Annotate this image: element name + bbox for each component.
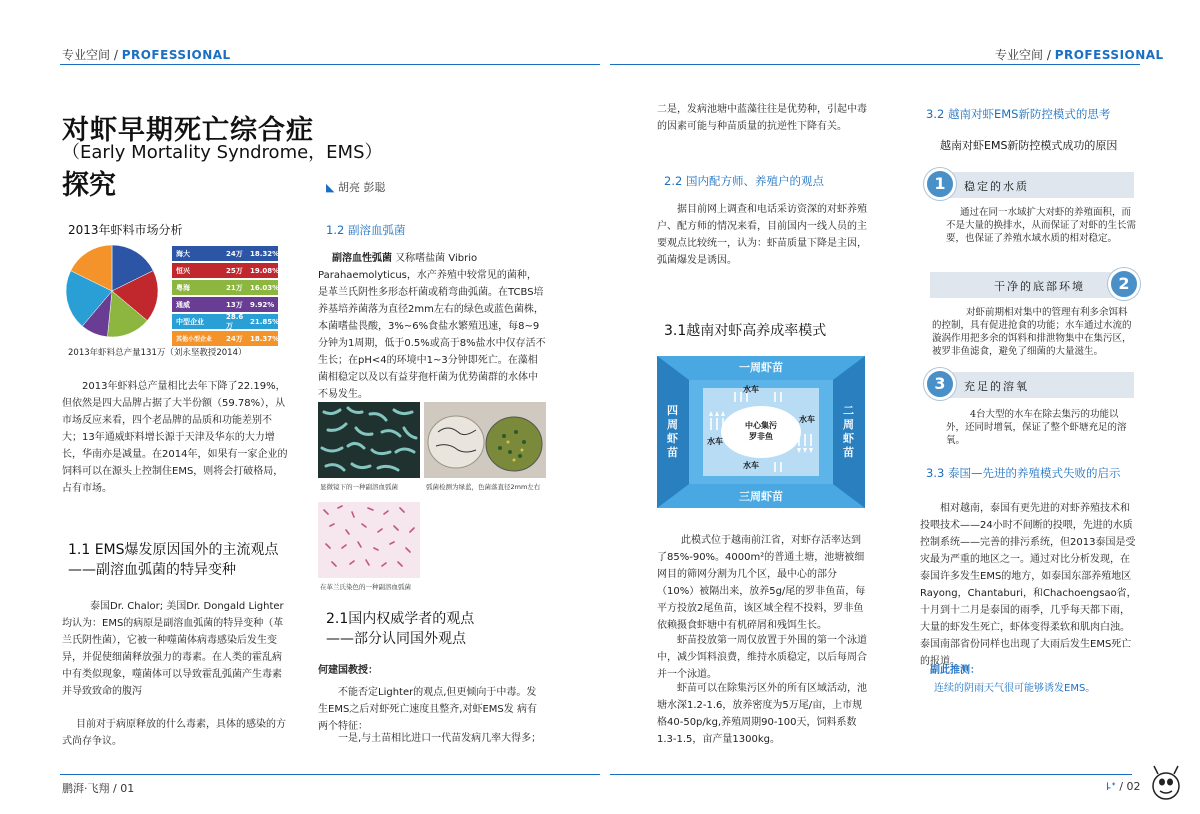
- legend-percent: 18.32%: [250, 249, 280, 258]
- caption-photo2: 弧菌检测为绿蓝，色菌落直径2mm左右: [426, 483, 541, 491]
- step1-text: 通过在同一水域扩大对虾的养殖面积，而不是大量的换排水，从而保证了对虾的生长需要，也保证了养殖水域水质的相对稳定。: [946, 207, 1137, 244]
- step1-label: 稳定的水质: [964, 180, 1029, 193]
- step1-number: 1: [924, 168, 956, 200]
- footer-right: [1106, 780, 1141, 793]
- legend-name: 中型企业: [176, 317, 204, 326]
- col3-para1: 据目前网上调查和电话采访资深的对虾养殖户、配方师的情况来看，目前国内一线人员的主要观点比较统一，认为：虾苗质量下降是主因，弧菌爆发是诱因。: [657, 204, 867, 266]
- photo-microscope-bacteria: [318, 402, 420, 478]
- market-chart-caption: 2013年虾料总产量131万（刘永坚教授2014）: [68, 348, 247, 358]
- petri-dish-image: [424, 402, 546, 478]
- header-rule-right: [610, 64, 1140, 65]
- sec-2-1-line2: ——部分认同国外观点: [326, 631, 466, 647]
- author-arrow-icon: ◣: [326, 181, 335, 194]
- article-title: 对虾早期死亡综合症: [62, 115, 314, 146]
- bacteria-rods-image: [318, 402, 420, 478]
- legend-percent: 21.85%: [250, 317, 280, 326]
- legend-name: 海大: [176, 249, 190, 258]
- legend-amount: 13万: [226, 300, 243, 309]
- diagram-wheel-left: 水车: [707, 437, 723, 446]
- col2-para1-text: 又称嗜盐菌 Vibrio Parahaemolyticus，水产养殖中较常见的菌种，是革兰氏阴性多形态杆菌或稍弯曲弧菌。在TCBS培养基培养菌落为直径2mm左右的绿色或蓝色菌株，本菌嗜盐畏酸，3%~6%食盐水繁殖迅速，每8~9分钟为1周期，低于0.5%或高于8%盐水中仅存活不生长；在pH<4的环境中1~3分钟即死亡。在藻相菌相稳定以及以有益芽孢杆菌为优势菌群的水体中不易发生。: [318, 253, 546, 400]
- footer-rule-right: [610, 774, 1132, 775]
- diagram-week3: 三周虾苗: [739, 490, 783, 503]
- legend-percent: 9.92%: [250, 300, 275, 309]
- step3-label: 充足的溶氧: [964, 380, 1029, 393]
- authors-text: 胡亮 彭聪: [337, 181, 386, 194]
- step3-text: 4台大型的水车在除去集污的功能以外，还同时增氧，保证了整个虾塘充足的溶氧。: [946, 409, 1127, 446]
- col3-para2: 此模式位于越南前江省，对虾存活率达到了85%-90%。4000m²的普通土塘，池塘被细网目的筛网分割为几个区，最中心的部分（10%）被隔出来，放养5g/尾的罗非鱼苗，每平方投放2尾鱼苗，该区域全程不投料，罗非鱼依赖摄食虾塘中有机碎屑和残饵生长。: [657, 535, 866, 631]
- col4-para1: 相对越南，泰国有更先进的对虾养殖技术和投喂技术——24小时不间断的投喂，先进的水质控制系统——完善的排污系统，但2013泰国是受灾最为严重的地区之一。通过对比分析发现，在泰国许多发生EMS的地方，如泰国东部养殖地区Rayong，Chantaburi，和Chachoengsao省， 十月到十二月是泰国的雨季，几乎每天都下雨，大量的虾发生死亡，虾体变得柔软和肌肉白浊。泰国南部省份同样也出现了大雨后发生EMS死亡的报道。: [920, 503, 1137, 667]
- sec-1-1-heading: [68, 540, 298, 580]
- step3-number: 3: [924, 368, 956, 400]
- legend-amount: 28.6万: [226, 312, 244, 330]
- footer-right-page: / 02: [1119, 780, 1141, 793]
- col2-para2: 不能否定Lighter的观点,但更倾向于中毒。发生EMS之后对虾死亡速度且整齐,对虾EMS发 病有两个特征：: [318, 687, 537, 732]
- col3-para4: 虾苗可以在除集污区外的所有区域活动，池塘水深1.2-1.6，放养密度为5万尾/亩，上市规格40-50p/kg,养殖周期90-100天，饲料系数1.3-1.5，亩产量1300kg。: [657, 683, 867, 745]
- step2-label: 干净的底部环境: [994, 280, 1085, 293]
- col2-para3: 一是,与土苗相比进口一代苗发病几率大得多；: [338, 733, 542, 744]
- header-left: [62, 46, 231, 63]
- diagram-center-zone: 中心集污罗非鱼: [745, 421, 777, 441]
- step2-number: 2: [1108, 268, 1140, 300]
- legend-row: [172, 331, 278, 346]
- legend-amount: 24万: [226, 334, 243, 343]
- col1-para2: 泰国Dr. Chalor; 美国Dr. Dongald Lighter均认为：EMS的病原是副溶血弧菌的特异变种（革兰氏阴性菌），它被一种噬菌体病毒感染后发生变异，并促使细菌释放强力的毒素。在人类的霍乱病中有类似现象，噬菌体可以导致霍乱弧菌产生毒素并导致致命的腹泻: [62, 601, 284, 697]
- legend-amount: 25万: [226, 266, 243, 275]
- legend-row: [172, 314, 278, 329]
- legend-name: 其他小型企业: [176, 336, 213, 343]
- sec-2-1-heading: [326, 609, 556, 649]
- photo-gram-stain: [318, 502, 420, 578]
- caption-photo1: 显微镜下的一种副溶血弧菌: [320, 483, 398, 491]
- header-right-cn: 专业空间 /: [995, 48, 1051, 62]
- diagram-week2: 二周虾苗: [843, 404, 854, 459]
- authors: [326, 179, 385, 195]
- article-title-end: 探究: [62, 170, 116, 201]
- legend-row: [172, 263, 278, 278]
- step2-text: 对虾前期相对集中的管理有利多余饵料的控制，具有促进抢食的功能；水车通过水流的漩涡作用把多余的饵料和排泄物集中在集污区，被罗非鱼滤食，避免了细菌的大量滋生。: [932, 307, 1132, 357]
- sec-3-2-heading: 3.2 越南对虾EMS新防控模式的思考: [926, 107, 1111, 121]
- col2-para1: [318, 250, 546, 403]
- market-legend: [172, 246, 278, 348]
- legend-percent: 18.37%: [250, 334, 280, 343]
- legend-row: [172, 246, 278, 261]
- sec-1-1-line1: 1.1 EMS爆发原因国外的主流观点: [68, 542, 279, 558]
- diagram-wheel-top: 水车: [743, 385, 759, 394]
- header-left-cn: 专业空间 /: [62, 48, 118, 62]
- sec-1-1-line2: ——副溶血弧菌的特异变种: [68, 562, 236, 578]
- prof-he-label: 何建国教授：: [318, 665, 378, 676]
- col1-para1: 2013年虾料总产量相比去年下降了22.19%，但依然是四大品牌占据了大半份额（59.78%），从市场反应来看，四个老品牌的品质和功能差别不大；13年通威虾料增长源于天津及华东的大力增长，华南亦是减量。在2014年，如果有一家企业的饲料可以在源头上控制住EMS，则将会打破格局，占有市场。: [62, 381, 288, 494]
- legend-row: [172, 297, 278, 312]
- inference-label: 副此推测：: [930, 665, 980, 676]
- legend-row: [172, 280, 278, 295]
- article-title-en: （Early Mortality Syndrome，EMS）: [62, 142, 383, 163]
- market-pie-chart: [64, 243, 160, 339]
- legend-name: 通威: [176, 300, 190, 309]
- inference-text: 连续的阴雨天气很可能够诱发EMS。: [934, 683, 1096, 694]
- pond-zone-diagram: [657, 356, 865, 508]
- legend-amount: 24万: [226, 249, 243, 258]
- col1-para3: 目前对于病原释放的什么毒素，具体的感染的方式尚存争议。: [62, 719, 286, 747]
- caption-photo3: 在革兰氏染色的一种副溶血弧菌: [320, 583, 411, 591]
- diagram-wheel-right: 水车: [799, 415, 815, 424]
- logo-mark-icon: ꜕ᐩ: [1106, 780, 1116, 793]
- header-right-en: PROFESSIONAL: [1054, 48, 1164, 62]
- gram-stain-image: [318, 502, 420, 578]
- header-left-en: PROFESSIONAL: [121, 48, 231, 62]
- sec-3-2-subtitle: 越南对虾EMS新防控模式成功的原因: [940, 139, 1118, 152]
- sec-2-2-heading: 2.2 国内配方师、养殖户的观点: [664, 174, 824, 188]
- header-rule-left: [60, 64, 600, 65]
- col2-para1-bold: 副溶血性弧菌: [332, 253, 392, 264]
- legend-name: 恒兴: [176, 266, 190, 275]
- legend-percent: 16.03%: [250, 283, 280, 292]
- legend-percent: 19.08%: [250, 266, 280, 275]
- diagram-wheel-bottom: 水车: [743, 461, 759, 470]
- market-chart-title: 2013年虾料市场分析: [68, 223, 183, 237]
- col3-para3: 虾苗投放第一周仅放置于外围的第一个泳道中，减少饵料浪费，维持水质稳定，以后每周合并一个泳道。: [657, 635, 867, 680]
- col3-para-top: 二是，发病池塘中蓝藻往往是优势种，引起中毒的因素可能与种苗质量的抗逆性下降有关。: [657, 104, 867, 132]
- diagram-week1: 一周虾苗: [739, 361, 783, 374]
- sec-1-2-heading: 1.2 副溶血弧菌: [326, 223, 406, 237]
- sec-3-3-heading: 3.3 泰国—先进的养殖模式失败的启示: [926, 466, 1121, 480]
- sec-2-1-line1: 2.1国内权威学者的观点: [326, 611, 475, 627]
- diagram-week4: 四周虾苗: [667, 404, 678, 459]
- legend-amount: 21万: [226, 283, 243, 292]
- header-right: [995, 46, 1164, 63]
- photo-petri-dish: [424, 402, 546, 478]
- mascot-icon: [1148, 762, 1184, 802]
- sec-3-1-heading: 3.1越南对虾高养成率模式: [664, 323, 827, 339]
- footer-rule-left: [60, 774, 600, 775]
- legend-name: 粤海: [176, 283, 190, 292]
- footer-left: 鹏湃·飞翔 / 01: [62, 782, 135, 795]
